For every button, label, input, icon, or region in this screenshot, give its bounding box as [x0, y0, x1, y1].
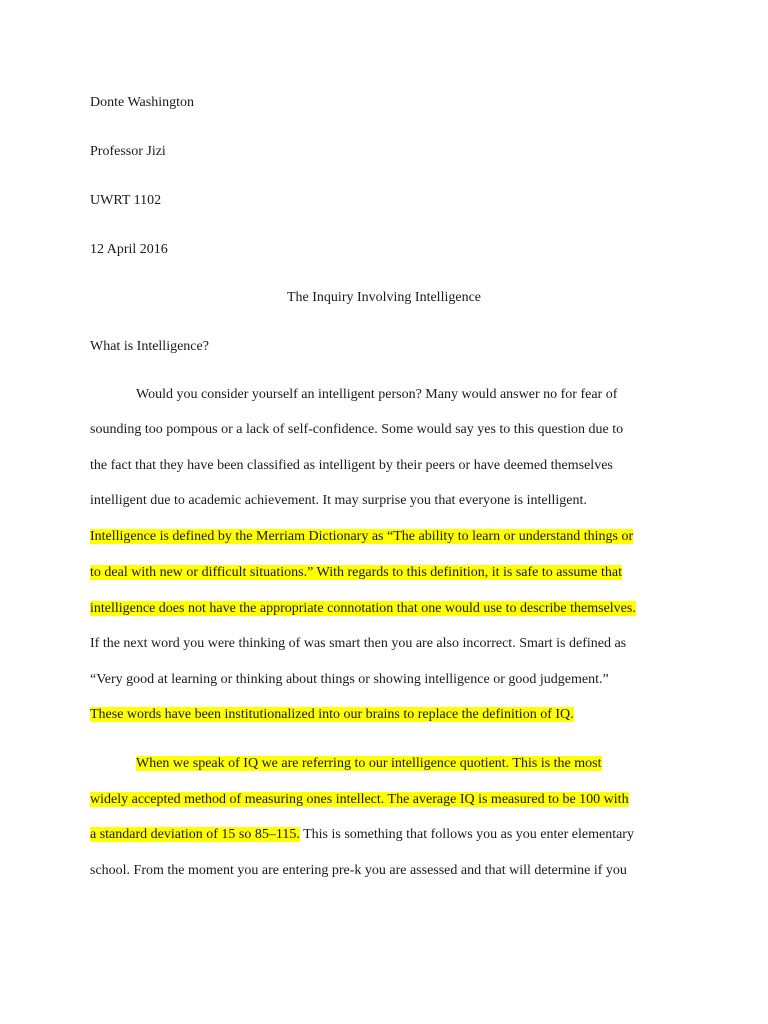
paragraph-1-line-5 — [90, 527, 633, 547]
paragraph-1-line-7 — [90, 599, 636, 619]
highlighted-text: to deal with new or difficult situations.” With regards to this definition, it is safe to assume that — [90, 565, 622, 580]
paragraph-1-line-8: If the next word you were thinking of was smart then you are also incorrect. Smart is defined as — [90, 636, 627, 651]
paragraph-1-line-1: Would you consider yourself an intelligent person? Many would answer no for fear of — [136, 387, 618, 402]
paragraph-1-line-6 — [90, 563, 622, 583]
highlighted-text: intelligence does not have the appropriate connotation that one would use to describe themselves. — [90, 601, 636, 616]
paragraph-1-line-2: sounding too pompous or a lack of self-confidence. Some would say yes to this question due to — [90, 422, 624, 437]
highlighted-text: These words have been institutionalized into our brains to replace the definition of IQ. — [90, 707, 574, 722]
professor-name: Professor Jizi — [90, 144, 166, 159]
paragraph-1-line-10 — [90, 705, 574, 725]
plain-text: This is something that follows you as you enter elementary — [299, 827, 634, 842]
paragraph-2-line-3 — [90, 825, 634, 845]
highlighted-text: widely accepted method of measuring ones intellect. The average IQ is measured to be 100 with — [90, 792, 629, 807]
course-code: UWRT 1102 — [90, 193, 162, 208]
highlighted-text: a standard deviation of 15 so 85–115. — [90, 827, 300, 842]
paragraph-2-line-1 — [136, 754, 602, 774]
essay-title: The Inquiry Involving Intelligence — [287, 290, 481, 305]
date: 12 April 2016 — [90, 242, 168, 257]
paragraph-1-line-3: the fact that they have been classified as intelligent by their peers or have deemed themselves — [90, 458, 613, 473]
paragraph-2-line-2 — [90, 790, 629, 810]
highlighted-text: When we speak of IQ we are referring to our intelligence quotient. This is the most — [136, 756, 602, 771]
author-name: Donte Washington — [90, 95, 194, 110]
paragraph-1-line-9: “Very good at learning or thinking about things or showing intelligence or good judgement.” — [90, 672, 609, 687]
section-heading: What is Intelligence? — [90, 339, 209, 354]
highlighted-text: Intelligence is defined by the Merriam Dictionary as “The ability to learn or understand things or — [90, 529, 634, 544]
paragraph-2-line-4: school. From the moment you are entering pre-k you are assessed and that will determine if you — [90, 863, 627, 878]
paragraph-1-line-4: intelligent due to academic achievement. It may surprise you that everyone is intelligent. — [90, 493, 587, 508]
